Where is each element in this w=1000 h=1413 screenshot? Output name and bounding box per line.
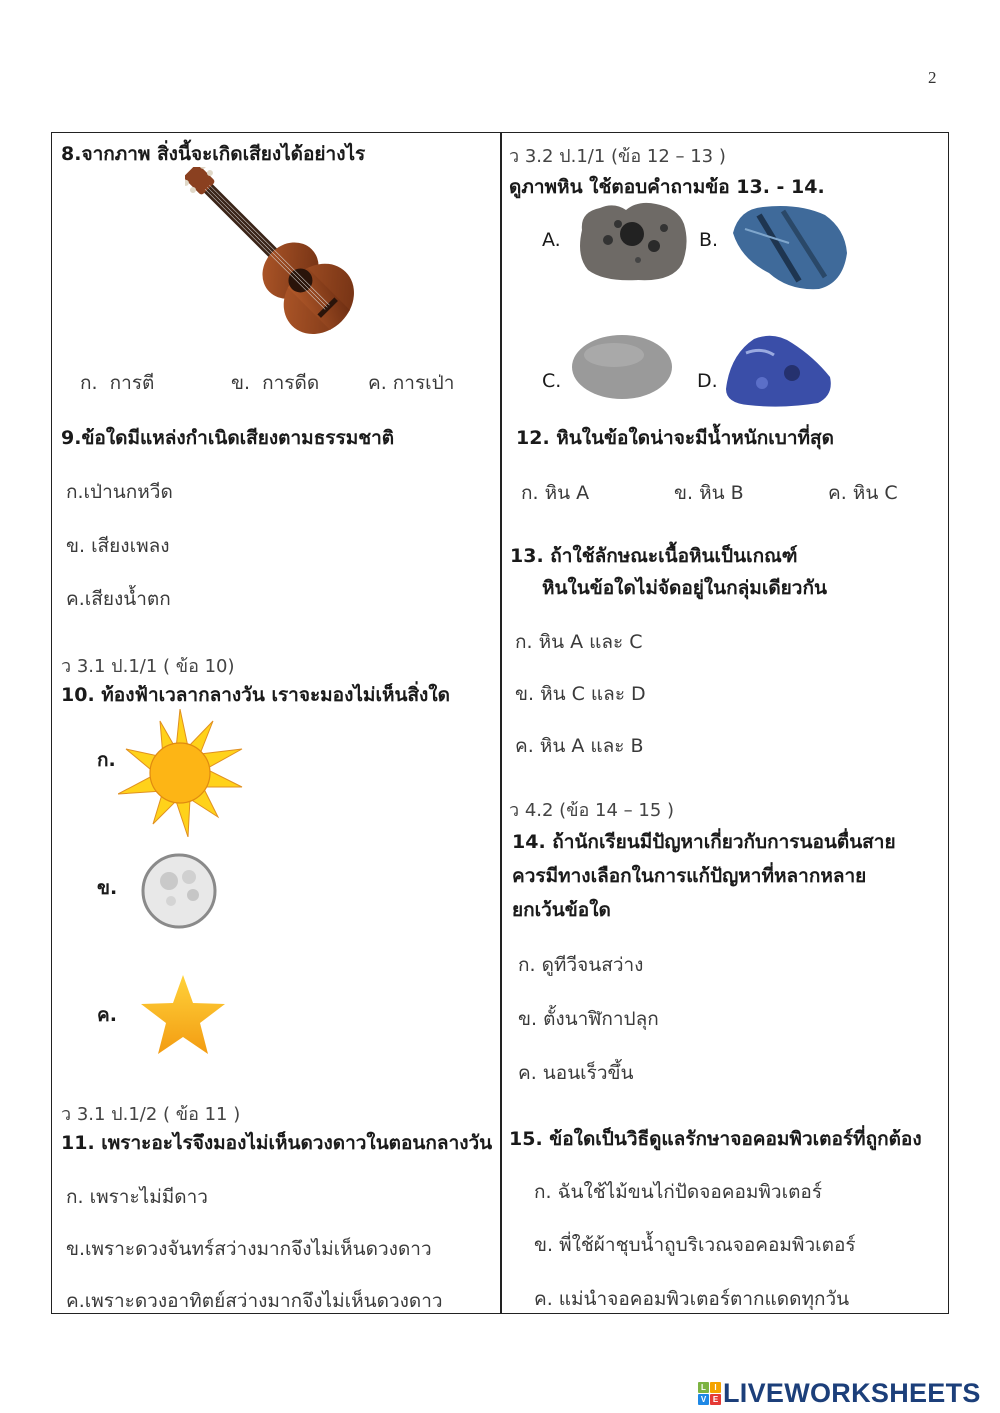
q12-option-b[interactable]: ข. หิน B: [674, 482, 744, 504]
rock-d-label: D.: [697, 370, 718, 392]
logo-block-e: E: [710, 1394, 721, 1405]
q11-option-a[interactable]: ก. เพราะไม่มีดาว: [66, 1186, 208, 1208]
question-13-line2: หินในข้อใดไม่จัดอยู่ในกลุ่มเดียวกัน: [542, 577, 827, 599]
logo-text: LIVEWORKSHEETS: [723, 1378, 981, 1408]
q15-option-a[interactable]: ก. ฉันใช้ไม้ขนไก่ปัดจอคอมพิวเตอร์: [534, 1181, 823, 1203]
question-8: 8.จากภาพ สิ่งนี้จะเกิดเสียงได้อย่างไร: [61, 143, 366, 165]
q9-option-a[interactable]: ก.เป่านกหวีด: [66, 481, 173, 503]
logo-block-i: I: [710, 1382, 721, 1393]
question-14-line1: 14. ถ้านักเรียนมีปัญหาเกี่ยวกับการนอนตื่นสาย: [512, 831, 896, 853]
q11-standard: ว 3.1 ป.1/2 ( ข้อ 11 ): [61, 1104, 241, 1125]
question-14-line2: ควรมีทางเลือกในการแก้ปัญหาที่หลากหลาย: [512, 865, 867, 887]
q13-option-a[interactable]: ก. หิน A และ C: [515, 631, 643, 653]
q10-option-b-label[interactable]: ข.: [97, 877, 118, 899]
gray-pebble-image: [570, 333, 674, 401]
q8-option-b[interactable]: ข. การดีด: [231, 372, 320, 394]
liveworksheets-logo[interactable]: [698, 1378, 981, 1409]
ukulele-image: [185, 167, 365, 342]
question-12: 12. หินในข้อใดน่าจะมีน้ำหนักเบาที่สุด: [516, 427, 834, 449]
logo-block-v: V: [698, 1394, 709, 1405]
rocks-instruction: ดูภาพหิน ใช้ตอบคำถามข้อ 13. - 14.: [509, 176, 825, 198]
moon-icon[interactable]: [141, 853, 217, 929]
rocks-standard: ว 3.2 ป.1/1 (ข้อ 12 – 13 ): [509, 146, 726, 167]
q13-option-c[interactable]: ค. หิน A และ B: [515, 735, 644, 757]
logo-block-l: L: [698, 1382, 709, 1393]
page-number: 2: [928, 68, 937, 87]
question-13-line1: 13. ถ้าใช้ลักษณะเนื้อหินเป็นเกณฑ์: [510, 545, 798, 567]
worksheet-table: [51, 132, 949, 1314]
q14-option-c[interactable]: ค. นอนเร็วขึ้น: [518, 1062, 634, 1084]
q8-option-c[interactable]: ค. การเป่า: [368, 372, 455, 394]
sun-icon[interactable]: [118, 709, 243, 837]
q11-option-c[interactable]: ค.เพราะดวงอาทิตย์สว่างมากจึงไม่เห็นดวงดาว: [66, 1290, 443, 1312]
question-11: 11. เพราะอะไรจึงมองไม่เห็นดวงดาวในตอนกลางวัน: [61, 1132, 493, 1154]
q9-option-c[interactable]: ค.เสียงน้ำตก: [66, 588, 171, 610]
q11-option-b[interactable]: ข.เพราะดวงจันทร์สว่างมากจึงไม่เห็นดวงดาว: [66, 1238, 432, 1260]
q10-option-c-label[interactable]: ค.: [97, 1004, 117, 1026]
question-10: 10. ท้องฟ้าเวลากลางวัน เราจะมองไม่เห็นสิ่งใด: [61, 684, 450, 706]
q10-option-a-label[interactable]: ก.: [97, 749, 116, 771]
rock-b-label: B.: [699, 229, 719, 251]
column-divider: [500, 133, 502, 1313]
rock-a-label: A.: [542, 229, 561, 251]
q14-option-a[interactable]: ก. ดูทีวีจนสว่าง: [518, 954, 644, 976]
q15-option-c[interactable]: ค. แม่นำจอคอมพิวเตอร์ตากแดดทุกวัน: [534, 1288, 850, 1310]
q12-option-c[interactable]: ค. หิน C: [828, 482, 898, 504]
q8-option-a[interactable]: ก. การตี: [80, 372, 155, 394]
q12-option-a[interactable]: ก. หิน A: [521, 482, 590, 504]
q15-option-b[interactable]: ข. พี่ใช้ผ้าชุบน้ำถูบริเวณจอคอมพิวเตอร์: [534, 1234, 856, 1256]
question-14-line3: ยกเว้นข้อใด: [512, 899, 611, 921]
blue-rough-rock-image: [729, 203, 849, 293]
q14-option-b[interactable]: ข. ตั้งนาฬิกาปลุก: [518, 1008, 659, 1030]
sodalite-stone-image: [722, 333, 834, 407]
question-15: 15. ข้อใดเป็นวิธีดูแลรักษาจอคอมพิวเตอร์ที่ถูกต้อง: [509, 1128, 922, 1150]
live-blocks-icon: [698, 1382, 721, 1405]
pumice-rock-image: [574, 200, 690, 284]
star-icon[interactable]: [141, 975, 225, 1055]
q10-standard: ว 3.1 ป.1/1 ( ข้อ 10): [61, 656, 235, 677]
rock-c-label: C.: [542, 370, 562, 392]
q9-option-b[interactable]: ข. เสียงเพลง: [66, 535, 170, 557]
q13-option-b[interactable]: ข. หิน C และ D: [515, 683, 646, 705]
q14-standard: ว 4.2 (ข้อ 14 – 15 ): [509, 800, 675, 821]
question-9: 9.ข้อใดมีแหล่งกำเนิดเสียงตามธรรมชาติ: [61, 427, 395, 449]
